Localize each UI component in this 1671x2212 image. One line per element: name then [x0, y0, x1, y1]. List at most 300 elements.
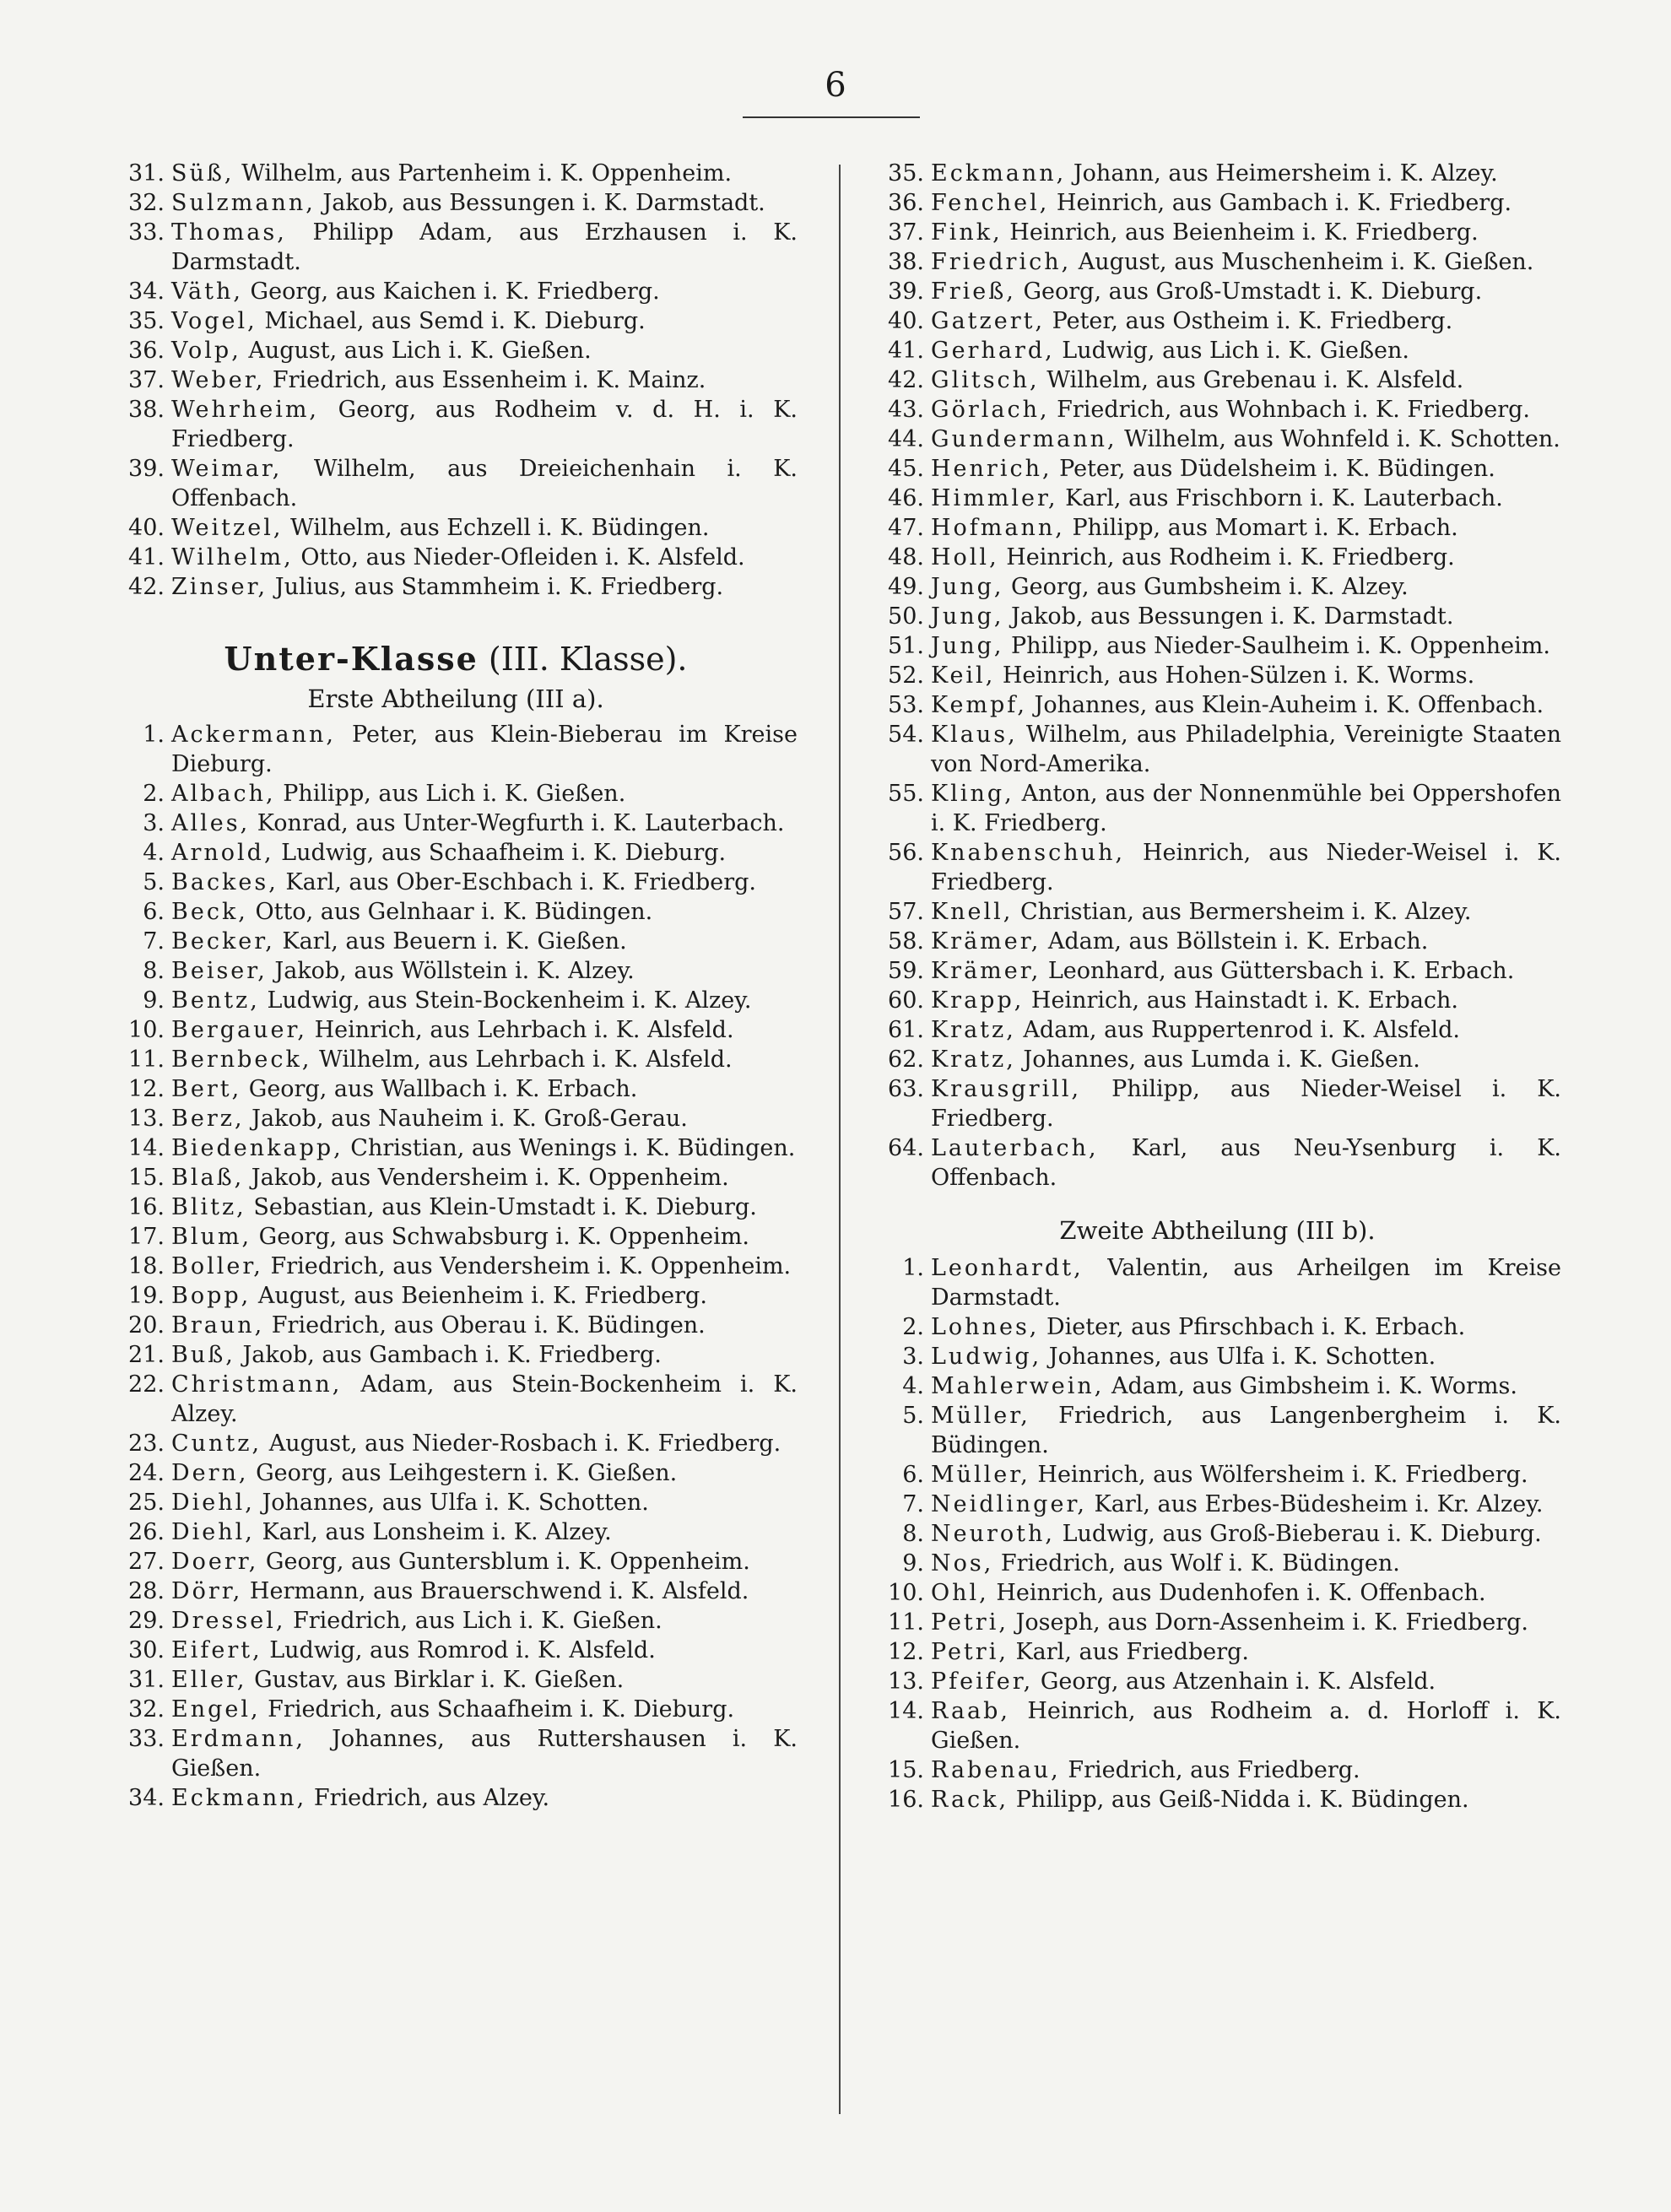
entry-number: 24.: [128, 1460, 165, 1486]
list-entry: [873, 927, 1561, 956]
entry-surname: Dörr,: [171, 1578, 243, 1604]
section-entry-list: [114, 720, 798, 1813]
entry-details: Jakob, aus Wöllstein i. K. Alzey.: [267, 958, 635, 984]
entry-surname: Petri,: [931, 1609, 1009, 1636]
entry-number: 31.: [128, 1667, 165, 1693]
entry-number: 6.: [902, 1462, 924, 1488]
entry-number: 16.: [888, 1787, 924, 1813]
entry-surname: Fink,: [931, 219, 1003, 246]
entry-number: 12.: [128, 1076, 165, 1102]
list-entry: [114, 986, 798, 1015]
entry-surname: Cuntz,: [171, 1430, 262, 1457]
entry-surname: Eckmann,: [931, 160, 1067, 187]
entry-number: 9.: [902, 1550, 924, 1577]
list-entry: [114, 1636, 798, 1665]
list-entry: [873, 1696, 1561, 1755]
entry-details: Friedrich, aus Wohnbach i. K. Friedberg.: [1049, 397, 1530, 423]
entry-number: 6.: [143, 899, 165, 925]
entry-number: 54.: [888, 722, 924, 748]
entry-number: 14.: [888, 1698, 924, 1724]
entry-surname: Kempf,: [931, 692, 1027, 718]
entry-number: 15.: [888, 1757, 924, 1783]
entry-details: Johannes, aus Ulfa i. K. Schotten.: [1041, 1344, 1436, 1370]
entry-details: Georg, aus Guntersblum i. K. Oppenheim.: [258, 1549, 750, 1575]
entry-surname: Engel,: [171, 1696, 261, 1723]
entry-surname: Albach,: [171, 781, 276, 807]
entry-details: Georg, aus Rodheim v. d. H. i. K. Friedberg.: [171, 397, 798, 452]
entry-details: Valentin, aus Arheilgen im Kreise Darmstadt.: [931, 1255, 1561, 1311]
list-entry: [114, 1724, 798, 1783]
list-entry: [114, 159, 798, 188]
entry-surname: Erdmann,: [171, 1726, 306, 1752]
list-entry: [873, 1253, 1561, 1312]
entry-number: 50.: [888, 603, 924, 630]
entry-surname: Lauterbach,: [931, 1135, 1099, 1161]
list-entry: [873, 690, 1561, 720]
entry-details: Sebastian, aus Klein-Umstadt i. K. Dieburg.: [246, 1194, 757, 1220]
list-entry: [873, 306, 1561, 336]
list-entry: [873, 720, 1561, 779]
entry-details: Adam, aus Gimbsheim i. K. Worms.: [1104, 1373, 1517, 1399]
entry-details: Friedrich, aus Oberau i. K. Büdingen.: [264, 1312, 706, 1339]
entry-surname: Bopp,: [171, 1283, 251, 1309]
list-entry: [873, 1667, 1561, 1696]
list-entry: [873, 484, 1561, 513]
list-entry: [114, 1015, 798, 1045]
entry-surname: Jung,: [931, 574, 1004, 600]
entry-number: 5.: [143, 869, 165, 895]
list-entry: [114, 572, 798, 602]
entry-surname: Nos,: [931, 1550, 994, 1577]
entry-details: Heinrich, aus Gambach i. K. Friedberg.: [1049, 190, 1512, 216]
list-entry: [114, 1577, 798, 1606]
subsection-title-first: Erste Abtheilung (III a).: [307, 684, 604, 713]
entry-details: Jakob, aus Bessungen i. K. Darmstadt.: [315, 190, 765, 216]
entry-number: 8.: [143, 958, 165, 984]
entry-surname: Eifert,: [171, 1637, 262, 1663]
entry-details: Ludwig, aus Schaafheim i. K. Dieburg.: [273, 840, 727, 866]
entry-number: 35.: [888, 160, 924, 187]
list-entry: [114, 809, 798, 838]
entry-surname: Dressel,: [171, 1608, 286, 1634]
entry-number: 43.: [888, 397, 924, 423]
entry-surname: Knabenschuh,: [931, 840, 1126, 866]
entry-number: 25.: [128, 1490, 165, 1516]
list-entry: [114, 543, 798, 572]
entry-details: Friedrich, aus Lich i. K. Gießen.: [285, 1608, 662, 1634]
list-entry: [114, 454, 798, 513]
entry-number: 8.: [902, 1521, 924, 1547]
list-entry: [873, 336, 1561, 365]
entry-details: Karl, aus Ober-Eschbach i. K. Friedberg.: [278, 869, 757, 895]
entry-details: Karl, aus Lonsheim i. K. Alzey.: [254, 1519, 612, 1545]
entry-number: 60.: [888, 987, 924, 1014]
entry-surname: Hofmann,: [931, 515, 1065, 541]
entry-details: Wilhelm, aus Echzell i. K. Büdingen.: [283, 515, 710, 541]
entry-surname: Müller,: [931, 1403, 1030, 1429]
list-entry: [873, 247, 1561, 277]
entry-number: 41.: [128, 544, 165, 571]
entry-number: 29.: [128, 1608, 165, 1634]
entry-surname: Zinser,: [171, 574, 268, 600]
list-entry: [114, 1606, 798, 1636]
list-entry: [873, 218, 1561, 247]
entry-details: Wilhelm, aus Philadelphia, Vereinigte Staaten von Nord-Amerika.: [931, 722, 1561, 777]
entry-details: Adam, aus Stein-Bockenheim i. K. Alzey.: [171, 1371, 798, 1427]
list-entry: [873, 1637, 1561, 1667]
list-entry: [873, 543, 1561, 572]
list-entry: [873, 986, 1561, 1015]
list-entry: [114, 1074, 798, 1104]
entry-surname: Ackermann,: [171, 722, 336, 748]
entry-details: Heinrich, aus Dudenhofen i. K. Offenbach.: [988, 1580, 1486, 1606]
entry-surname: Krämer,: [931, 958, 1041, 984]
list-entry: [114, 1104, 798, 1133]
entry-details: Johannes, aus Klein-Auheim i. K. Offenbach.: [1026, 692, 1544, 718]
page-number: 6: [825, 66, 846, 105]
list-entry: [873, 159, 1561, 188]
entry-details: August, aus Nieder-Rosbach i. K. Friedberg.: [262, 1430, 781, 1457]
entry-details: Ludwig, aus Lich i. K. Gießen.: [1054, 338, 1409, 364]
entry-details: Wilhelm, aus Partenheim i. K. Oppenheim.: [234, 160, 733, 187]
entry-details: Adam, aus Ruppertenrod i. K. Alsfeld.: [1015, 1017, 1461, 1043]
entry-surname: Kratz,: [931, 1047, 1016, 1073]
entry-details: Jakob, aus Bessungen i. K. Darmstadt.: [1003, 603, 1454, 630]
list-entry: [114, 1252, 798, 1281]
entry-number: 13.: [888, 1668, 924, 1695]
list-entry: [114, 306, 798, 336]
list-entry: [873, 1401, 1561, 1460]
entry-details: Julius, aus Stammheim i. K. Friedberg.: [268, 574, 724, 600]
entry-details: Friedrich, aus Schaafheim i. K. Dieburg.: [260, 1696, 735, 1723]
entry-details: Georg, aus Gumbsheim i. K. Alzey.: [1003, 574, 1409, 600]
entry-number: 15.: [128, 1165, 165, 1191]
entry-surname: Neuroth,: [931, 1521, 1055, 1547]
header-rule: [743, 116, 920, 118]
list-entry: [114, 277, 798, 306]
entry-surname: Kling,: [931, 781, 1014, 807]
entry-surname: Weber,: [171, 367, 266, 393]
entry-number: 55.: [888, 781, 924, 807]
entry-number: 33.: [128, 219, 165, 246]
entry-surname: Biedenkapp,: [171, 1135, 343, 1161]
entry-number: 44.: [888, 426, 924, 452]
list-entry: [873, 365, 1561, 395]
entry-details: August, aus Muschenheim i. K. Gießen.: [1071, 249, 1534, 275]
entry-details: Otto, aus Nieder-Ofleiden i. K. Alsfeld.: [293, 544, 745, 571]
entry-number: 30.: [128, 1637, 165, 1663]
list-entry: [114, 868, 798, 897]
entry-number: 53.: [888, 692, 924, 718]
right-entry-list: [873, 159, 1561, 1193]
entry-details: Heinrich, aus Lehrbach i. K. Alsfeld.: [307, 1017, 734, 1043]
entry-details: Wilhelm, aus Lehrbach i. K. Alsfeld.: [311, 1047, 733, 1073]
entry-number: 40.: [128, 515, 165, 541]
entry-number: 48.: [888, 544, 924, 571]
entry-details: Friedrich, aus Langenbergheim i. K. Büdingen.: [931, 1403, 1561, 1458]
entry-details: Friedrich, aus Alzey.: [306, 1785, 550, 1811]
entry-details: Philipp, aus Lich i. K. Gießen.: [275, 781, 626, 807]
entry-details: Karl, aus Friedberg.: [1008, 1639, 1249, 1665]
entry-details: Peter, aus Ostheim i. K. Friedberg.: [1045, 308, 1453, 334]
list-entry: [114, 1665, 798, 1695]
entry-details: Karl, aus Erbes-Büdesheim i. Kr. Alzey.: [1086, 1491, 1544, 1517]
entry-number: 61.: [888, 1017, 924, 1043]
entry-details: Christian, aus Bermersheim i. K. Alzey.: [1013, 899, 1472, 925]
entry-details: Heinrich, aus Rodheim a. d. Horloff i. K. Gießen.: [931, 1698, 1561, 1754]
entry-surname: Diehl,: [171, 1490, 255, 1516]
entry-surname: Petri,: [931, 1639, 1009, 1665]
entry-details: Hermann, aus Brauerschwend i. K. Alsfeld.: [242, 1578, 749, 1604]
entry-number: 42.: [888, 367, 924, 393]
entry-surname: Rabenau,: [931, 1757, 1061, 1783]
entry-number: 11.: [888, 1609, 924, 1636]
list-entry: [873, 1133, 1561, 1193]
entry-details: Heinrich, aus Hainstadt i. K. Erbach.: [1024, 987, 1459, 1014]
entry-details: August, aus Beienheim i. K. Friedberg.: [251, 1283, 707, 1309]
entry-surname: Sulzmann,: [171, 190, 316, 216]
list-entry: [873, 897, 1561, 927]
subsection-title-second: Zweite Abtheilung (III b).: [1059, 1216, 1376, 1245]
entry-number: 18.: [128, 1253, 165, 1279]
entry-surname: Braun,: [171, 1312, 265, 1339]
entry-details: Georg, aus Wallbach i. K. Erbach.: [241, 1076, 638, 1102]
list-entry: [873, 1342, 1561, 1371]
entry-details: Ludwig, aus Romrod i. K. Alsfeld.: [262, 1637, 656, 1663]
entry-details: Peter, aus Klein-Bieberau im Kreise Dieburg.: [171, 722, 798, 777]
entry-surname: Diehl,: [171, 1519, 255, 1545]
entry-number: 22.: [128, 1371, 165, 1398]
entry-details: Wilhelm, aus Wohnfeld i. K. Schotten.: [1117, 426, 1560, 452]
entry-details: Wilhelm, aus Dreieichenhain i. K. Offenbach.: [171, 456, 798, 511]
entry-surname: Glitsch,: [931, 367, 1040, 393]
entry-details: Georg, aus Kaichen i. K. Friedberg.: [242, 279, 660, 305]
entry-surname: Volp,: [171, 338, 241, 364]
entry-details: Heinrich, aus Hohen-Sülzen i. K. Worms.: [995, 663, 1475, 689]
left-column: [114, 159, 798, 1813]
entry-surname: Neidlinger,: [931, 1491, 1087, 1517]
entry-number: 21.: [128, 1342, 165, 1368]
entry-details: Karl, aus Neu-Ysenburg i. K. Offenbach.: [931, 1135, 1561, 1191]
entry-details: Ludwig, aus Groß-Bieberau i. K. Dieburg.: [1054, 1521, 1542, 1547]
list-entry: [873, 1578, 1561, 1608]
entry-surname: Becker,: [171, 928, 275, 955]
entry-number: 2.: [143, 781, 165, 807]
entry-surname: Vogel,: [171, 308, 257, 334]
list-entry: [114, 1547, 798, 1577]
entry-details: Otto, aus Gelnhaar i. K. Büdingen.: [247, 899, 653, 925]
list-entry: [873, 1549, 1561, 1578]
entry-details: Jakob, aus Gambach i. K. Friedberg.: [235, 1342, 662, 1368]
entry-number: 3.: [143, 810, 165, 836]
entry-number: 7.: [143, 928, 165, 955]
list-entry: [114, 1488, 798, 1517]
entry-details: Adam, aus Böllstein i. K. Erbach.: [1041, 928, 1429, 955]
entry-number: 52.: [888, 663, 924, 689]
list-entry: [114, 513, 798, 543]
entry-number: 51.: [888, 633, 924, 659]
entry-number: 13.: [128, 1106, 165, 1132]
entry-surname: Ohl,: [931, 1580, 989, 1606]
list-entry: [114, 336, 798, 365]
list-entry: [114, 1695, 798, 1724]
entry-surname: Krausgrill,: [931, 1076, 1082, 1102]
list-entry: [114, 779, 798, 809]
entry-details: Christian, aus Wenings i. K. Büdingen.: [343, 1135, 796, 1161]
entry-number: 32.: [128, 1696, 165, 1723]
section-title: [114, 639, 798, 679]
list-entry: [873, 1074, 1561, 1133]
entry-surname: Gerhard,: [931, 338, 1055, 364]
entry-surname: Weimar,: [171, 456, 283, 482]
entry-details: Peter, aus Düdelsheim i. K. Büdingen.: [1052, 456, 1495, 482]
entry-number: 17.: [128, 1224, 165, 1250]
entry-number: 34.: [128, 1785, 165, 1811]
list-entry: [873, 188, 1561, 218]
entry-surname: Blaß,: [171, 1165, 245, 1191]
entry-details: Philipp, aus Nieder-Weisel i. K. Friedberg.: [931, 1076, 1561, 1132]
entry-number: 10.: [888, 1580, 924, 1606]
entry-details: Wilhelm, aus Grebenau i. K. Alsfeld.: [1039, 367, 1464, 393]
entry-number: 42.: [128, 574, 165, 600]
entry-details: Friedrich, aus Wolf i. K. Büdingen.: [993, 1550, 1400, 1577]
list-entry: [114, 1193, 798, 1222]
entry-number: 63.: [888, 1076, 924, 1102]
entry-number: 36.: [128, 338, 165, 364]
entry-number: 49.: [888, 574, 924, 600]
list-entry: [873, 838, 1561, 897]
list-entry: [114, 1311, 798, 1340]
entry-number: 28.: [128, 1578, 165, 1604]
entry-number: 39.: [128, 456, 165, 482]
entry-number: 14.: [128, 1135, 165, 1161]
list-entry: [873, 395, 1561, 425]
entry-surname: Blum,: [171, 1224, 252, 1250]
entry-number: 40.: [888, 308, 924, 334]
list-entry: [873, 1785, 1561, 1814]
entry-number: 37.: [128, 367, 165, 393]
entry-number: 37.: [888, 219, 924, 246]
entry-details: Johannes, aus Ruttershausen i. K. Gießen.: [171, 1726, 798, 1782]
entry-surname: Bert,: [171, 1076, 242, 1102]
entry-number: 23.: [128, 1430, 165, 1457]
entry-surname: Rack,: [931, 1787, 1009, 1813]
entry-surname: Knell,: [931, 899, 1014, 925]
entry-number: 38.: [128, 397, 165, 423]
entry-number: 34.: [128, 279, 165, 305]
section-title-suffix: (III. Klasse).: [478, 641, 688, 678]
list-entry: [114, 1045, 798, 1074]
list-entry: [114, 1222, 798, 1252]
list-entry: [114, 395, 798, 454]
entry-details: Philipp, aus Momart i. K. Erbach.: [1064, 515, 1458, 541]
list-entry: [873, 513, 1561, 543]
entry-details: Anton, aus der Nonnenmühle bei Oppershofen i. K. Friedberg.: [931, 781, 1561, 836]
list-entry: [873, 631, 1561, 661]
entry-surname: Christmann,: [171, 1371, 343, 1398]
entry-surname: Väth,: [171, 279, 243, 305]
entry-surname: Eckmann,: [171, 1785, 307, 1811]
entry-details: Heinrich, aus Rodheim i. K. Friedberg.: [998, 544, 1455, 571]
list-entry: [873, 1045, 1561, 1074]
list-entry: [873, 277, 1561, 306]
entry-number: 62.: [888, 1047, 924, 1073]
entry-number: 35.: [128, 308, 165, 334]
entry-details: Michael, aus Semd i. K. Dieburg.: [257, 308, 646, 334]
list-entry: [114, 365, 798, 395]
list-entry: [114, 188, 798, 218]
list-entry: [873, 602, 1561, 631]
entry-details: Friedrich, aus Vendersheim i. K. Oppenheim.: [262, 1253, 792, 1279]
entry-details: Johannes, aus Ulfa i. K. Schotten.: [254, 1490, 649, 1516]
entry-surname: Raab,: [931, 1698, 1011, 1724]
entry-number: 5.: [902, 1403, 924, 1429]
entry-number: 26.: [128, 1519, 165, 1545]
entry-surname: Weitzel,: [171, 515, 284, 541]
entry-number: 41.: [888, 338, 924, 364]
entry-number: 27.: [128, 1549, 165, 1575]
entry-details: Philipp Adam, aus Erzhausen i. K. Darmstadt.: [171, 219, 798, 275]
list-entry: [114, 956, 798, 986]
entry-details: Gustav, aus Birklar i. K. Gießen.: [246, 1667, 625, 1693]
entry-surname: Süß,: [171, 160, 235, 187]
list-entry: [873, 661, 1561, 690]
list-entry: [873, 572, 1561, 602]
entry-number: 56.: [888, 840, 924, 866]
entry-surname: Beck,: [171, 899, 248, 925]
entry-surname: Doerr,: [171, 1549, 259, 1575]
entry-details: Jakob, aus Nauheim i. K. Groß-Gerau.: [244, 1106, 688, 1132]
entry-number: 12.: [888, 1639, 924, 1665]
top-entry-list: [114, 159, 798, 602]
entry-details: Johann, aus Heimersheim i. K. Alzey.: [1066, 160, 1498, 187]
entry-details: Friedrich, aus Essenheim i. K. Mainz.: [265, 367, 706, 393]
entry-surname: Bentz,: [171, 987, 260, 1014]
section-title-main: Unter-Klasse: [224, 640, 479, 678]
entry-surname: Pfeifer,: [931, 1668, 1034, 1695]
list-entry: [873, 956, 1561, 986]
entry-number: 36.: [888, 190, 924, 216]
list-entry: [114, 1783, 798, 1813]
list-entry: [114, 1281, 798, 1311]
entry-details: Jakob, aus Vendersheim i. K. Oppenheim.: [244, 1165, 729, 1191]
entry-surname: Dern,: [171, 1460, 249, 1486]
list-entry: [873, 1015, 1561, 1045]
entry-details: Konrad, aus Unter-Wegfurth i. K. Lauterbach.: [250, 810, 785, 836]
entry-surname: Eller,: [171, 1667, 247, 1693]
list-entry: [114, 897, 798, 927]
list-entry: [114, 838, 798, 868]
entry-surname: Henrich,: [931, 456, 1052, 482]
entry-surname: Thomas,: [171, 219, 287, 246]
entry-details: Heinrich, aus Wölfersheim i. K. Friedberg.: [1030, 1462, 1528, 1488]
entry-number: 4.: [902, 1373, 924, 1399]
entry-number: 59.: [888, 958, 924, 984]
list-entry: [114, 927, 798, 956]
entry-number: 11.: [128, 1047, 165, 1073]
column-divider: [839, 165, 841, 2114]
entry-details: Friedrich, aus Friedberg.: [1060, 1757, 1360, 1783]
entry-details: Joseph, aus Dorn-Assenheim i. K. Friedberg.: [1008, 1609, 1528, 1636]
entry-details: Georg, aus Schwabsburg i. K. Oppenheim.: [251, 1224, 749, 1250]
entry-number: 33.: [128, 1726, 165, 1752]
entry-number: 38.: [888, 249, 924, 275]
entry-details: Dieter, aus Pfirschbach i. K. Erbach.: [1039, 1314, 1466, 1340]
entry-number: 46.: [888, 485, 924, 511]
list-entry: [873, 1755, 1561, 1785]
list-entry: [114, 1133, 798, 1163]
list-entry: [873, 1490, 1561, 1519]
